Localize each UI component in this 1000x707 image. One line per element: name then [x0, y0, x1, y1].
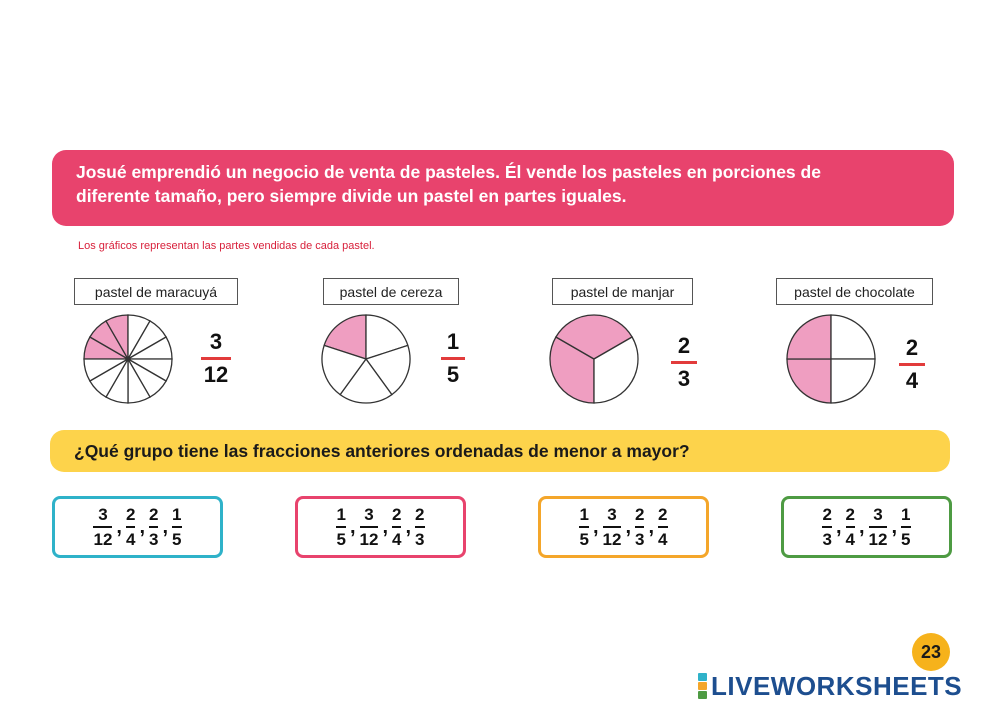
question-text: ¿Qué grupo tiene las fracciones anteriores ordenadas de menor a mayor? [74, 440, 690, 461]
intro-banner [52, 150, 954, 226]
option-fraction [149, 505, 158, 549]
fraction-separator: , [162, 515, 169, 538]
fraction-separator: , [592, 515, 599, 538]
liveworksheets-icon [698, 673, 707, 699]
fraction-denominator: 5 [446, 362, 460, 387]
logo-block-i [698, 682, 707, 690]
fraction-numerator: 2 [905, 335, 919, 360]
question-banner [50, 430, 950, 472]
fraction-separator: , [625, 515, 631, 538]
answer-option-4[interactable] [781, 496, 952, 558]
fraction-denominator: 5 [901, 530, 911, 549]
fraction-cereza [441, 330, 465, 387]
fraction-bar [360, 526, 379, 528]
option-fraction [822, 505, 831, 549]
pie-slice [831, 315, 875, 359]
fraction-denominator: 4 [125, 530, 136, 549]
page-number-badge: 23 [912, 633, 950, 671]
fraction-bar [126, 526, 135, 528]
option-fraction [603, 505, 622, 549]
fraction-numerator: 3 [209, 329, 223, 354]
option-fraction [172, 505, 181, 549]
fraction-numerator: 2 [415, 505, 425, 524]
fraction-bar [392, 526, 401, 528]
fraction-denominator: 4 [392, 530, 402, 549]
option-fraction [392, 505, 401, 549]
fraction-separator: , [405, 515, 412, 538]
option-fraction [93, 505, 112, 549]
fraction-numerator: 3 [98, 505, 108, 524]
option-fraction [869, 505, 888, 549]
option-fraction [415, 505, 424, 549]
fraction-bar [93, 526, 112, 528]
fraction-bar [149, 526, 158, 528]
cake-label-chocolate: pastel de chocolate [776, 278, 933, 305]
fraction-bar [671, 361, 697, 364]
fraction-numerator: 2 [392, 505, 402, 524]
cake-label-cereza: pastel de cereza [323, 278, 459, 305]
fraction-denominator: 12 [359, 530, 379, 549]
option-fraction [126, 505, 135, 549]
cake-label-maracuya: pastel de maracuyá [74, 278, 238, 305]
fraction-denominator: 5 [579, 530, 589, 549]
fraction-numerator: 1 [446, 329, 460, 354]
fraction-denominator: 3 [415, 530, 425, 549]
fraction-numerator: 2 [845, 505, 855, 524]
fraction-numerator: 3 [364, 505, 374, 524]
fraction-numerator: 2 [677, 333, 691, 358]
logo-block-v [698, 691, 707, 699]
fraction-chocolate [899, 336, 925, 393]
fraction-bar [901, 526, 910, 528]
fraction-denominator: 5 [172, 530, 182, 549]
pie-slice-sold [787, 359, 831, 403]
pie-chart-cereza [320, 312, 412, 406]
fraction-denominator: 12 [93, 530, 113, 549]
fraction-denominator: 3 [822, 530, 832, 549]
pie-slice-sold [787, 315, 831, 359]
intro-line-2: diferente tamaño, pero siempre divide un pastel en partes iguales. [76, 186, 627, 206]
option-fraction [846, 505, 855, 549]
fraction-denominator: 4 [905, 368, 919, 393]
fraction-denominator: 5 [336, 530, 346, 549]
pie-chart-chocolate [785, 312, 877, 406]
fraction-maracuya [201, 330, 231, 387]
fraction-denominator: 3 [635, 530, 645, 549]
fraction-bar [822, 526, 831, 528]
fraction-numerator: 2 [822, 505, 832, 524]
fraction-denominator: 4 [845, 530, 855, 549]
option-fraction [635, 505, 644, 549]
fraction-denominator: 3 [677, 366, 691, 391]
intro-line-1: Josué emprendió un negocio de venta de pasteles. Él vende los pasteles en porciones de [76, 162, 821, 182]
fraction-numerator: 1 [336, 505, 346, 524]
answer-option-2[interactable] [295, 496, 466, 558]
fraction-separator: , [139, 515, 145, 538]
fraction-separator: , [382, 515, 388, 538]
fraction-numerator: 1 [901, 505, 911, 524]
option-fraction [658, 505, 667, 549]
fraction-bar [658, 526, 667, 528]
fraction-numerator: 3 [873, 505, 883, 524]
option-fraction [579, 505, 588, 549]
liveworksheets-logo [698, 672, 962, 700]
fraction-separator: , [116, 515, 122, 538]
fraction-separator: , [891, 515, 898, 538]
fraction-bar [899, 363, 925, 366]
fraction-separator: , [648, 515, 655, 538]
cake-label-manjar: pastel de manjar [552, 278, 693, 305]
fraction-bar [201, 357, 231, 360]
fraction-numerator: 1 [172, 505, 182, 524]
fraction-numerator: 2 [658, 505, 668, 524]
logo-block-l [698, 673, 707, 681]
fraction-separator: , [349, 515, 356, 538]
fraction-bar [846, 526, 855, 528]
fraction-numerator: 2 [125, 505, 136, 524]
option-fraction [360, 505, 379, 549]
fraction-numerator: 3 [607, 505, 617, 524]
option-fraction [901, 505, 910, 549]
option-fraction [336, 505, 345, 549]
fraction-denominator: 12 [868, 530, 888, 549]
fraction-bar [603, 526, 622, 528]
liveworksheets-wordmark: LIVEWORKSHEETS [711, 671, 963, 701]
fraction-numerator: 2 [149, 505, 159, 524]
fraction-denominator: 3 [149, 530, 159, 549]
fraction-manjar [671, 334, 697, 391]
fraction-separator: , [858, 515, 865, 538]
fraction-bar [415, 526, 424, 528]
fraction-bar [336, 526, 345, 528]
pie-chart-manjar [548, 312, 640, 406]
pie-slice [831, 359, 875, 403]
fraction-separator: , [835, 515, 842, 538]
fraction-numerator: 1 [579, 505, 589, 524]
answer-option-3[interactable] [538, 496, 709, 558]
graph-note: Los gráficos representan las partes vendidas de cada pastel. [78, 240, 375, 252]
fraction-denominator: 4 [658, 530, 668, 549]
fraction-bar [635, 526, 644, 528]
fraction-bar [869, 526, 888, 528]
fraction-denominator: 12 [203, 362, 229, 387]
fraction-denominator: 12 [602, 530, 622, 549]
fraction-bar [579, 526, 588, 528]
answer-option-1[interactable] [52, 496, 223, 558]
fraction-bar [172, 526, 181, 528]
fraction-numerator: 2 [635, 505, 645, 524]
pie-chart-maracuya [81, 312, 175, 406]
fraction-bar [441, 357, 465, 360]
